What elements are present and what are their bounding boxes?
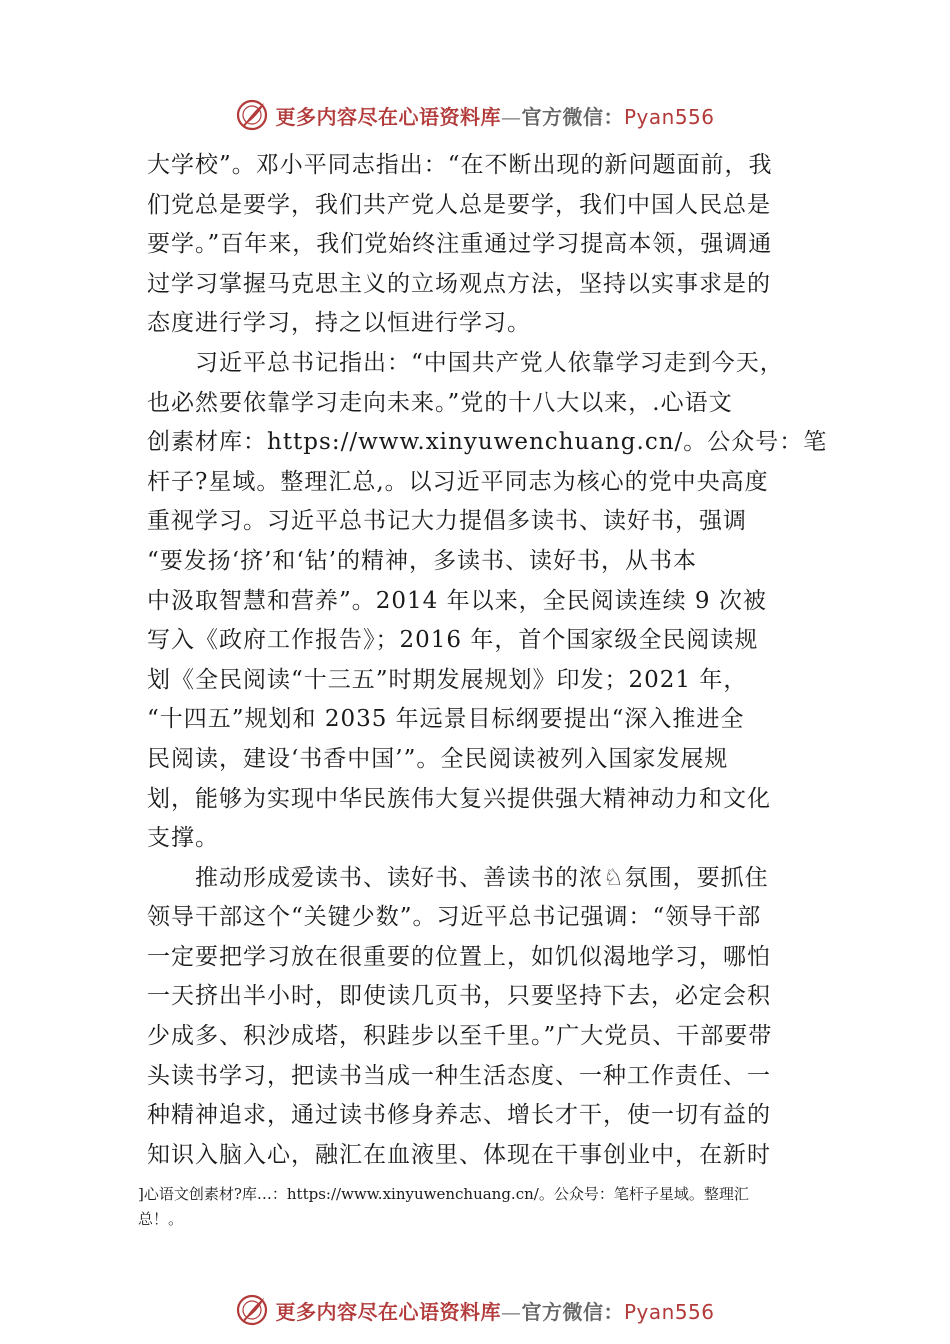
footnote-line: ]心语文创素材?库…：https://www.xinyuwenchuang.cn/。公众号：笔杆子星域。整理汇 bbox=[138, 1185, 749, 1203]
body-line: 大学校”。邓小平同志指出：“在不断出现的新问题面前，我 bbox=[147, 152, 773, 178]
body-line: 划，能够为实现中华民族伟大复兴提供强大精神动力和文化 bbox=[147, 785, 771, 812]
quill-circle-logo-icon bbox=[235, 1293, 269, 1327]
header-banner-separator: — bbox=[500, 104, 522, 129]
body-line: 少成多、积沙成塔，积跬步以至千里。”广大党员、干部要带 bbox=[147, 1023, 773, 1050]
body-line: 一天挤出半小时，即使读几页书，只要坚持下去，必定会积 bbox=[147, 983, 771, 1010]
body-line: 民阅读，建设‘书香中国’”。全民阅读被列入国家发展规 bbox=[147, 745, 729, 772]
body-line: 杆子?星域。整理汇总,。以习近平同志为核心的党中央高度 bbox=[147, 468, 769, 495]
footer-banner-separator: — bbox=[500, 1299, 522, 1324]
body-line: 重视学习。习近平总书记大力提倡多读书、读好书，强调 bbox=[147, 508, 747, 535]
body-line: 一定要把学习放在很重要的位置上，如饥似渴地学习，哪怕 bbox=[147, 943, 771, 970]
body-line: 态度进行学习，持之以恒进行学习。 bbox=[147, 310, 531, 337]
body-line: 中汲取智慧和营养”。2014 年以来，全民阅读连续 9 次被 bbox=[147, 587, 767, 614]
footer-wechat-label: 官方微信： bbox=[521, 1299, 624, 1324]
footer-banner-title: 更多内容尽在心语资料库 bbox=[275, 1299, 501, 1324]
body-line: “十四五”规划和 2035 年远景目标纲要提出“深入推进全 bbox=[147, 706, 745, 733]
body-line: 也必然要依靠学习走向未来。”党的十八大以来，.心语文 bbox=[147, 389, 733, 416]
quill-circle-logo-icon bbox=[235, 98, 269, 132]
body-line: 写入《政府工作报告》；2016 年，首个国家级全民阅读规 bbox=[147, 627, 759, 654]
body-line: 过学习掌握马克思主义的立场观点方法，坚持以实事求是的 bbox=[147, 270, 771, 297]
footer-banner bbox=[0, 1290, 950, 1330]
body-line: 要学。”百年来，我们党始终注重通过学习提高本领，强调通 bbox=[147, 231, 773, 258]
body-line: 头读书学习，把读书当成一种生活态度、一种工作责任、一 bbox=[147, 1062, 771, 1089]
footer-wechat-id: Pyan556 bbox=[623, 1299, 715, 1324]
header-banner-text bbox=[275, 101, 714, 130]
footnote bbox=[138, 1182, 838, 1232]
header-wechat-id: Pyan556 bbox=[623, 104, 715, 129]
body-line: 种精神追求，通过读书修身养志、增长才干，使一切有益的 bbox=[147, 1102, 771, 1129]
body-line: “要发扬‘挤’和‘钻’的精神，多读书、读好书，从书本 bbox=[147, 547, 698, 574]
body-line: 推动形成爱读书、读好书、善读书的浓♘氛围，要抓住 bbox=[147, 864, 769, 891]
body-line: 领导干部这个“关键少数”。习近平总书记强调：“领导干部 bbox=[147, 904, 762, 931]
header-wechat-label: 官方微信： bbox=[521, 104, 624, 129]
body-line: 划《全民阅读“十三五”时期发展规划》印发；2021 年， bbox=[147, 666, 748, 693]
body-line: 们党总是要学，我们共产党人总是要学，我们中国人民总是 bbox=[147, 191, 771, 218]
footer-banner-text bbox=[275, 1296, 714, 1325]
footnote-line: 总！。 bbox=[138, 1210, 184, 1228]
body-line: 知识入脑入心，融汇在血液里、体现在干事创业中，在新时 bbox=[147, 1141, 771, 1168]
body-line: 创素材库：https://www.xinyuwenchuang.cn/。公众号：笔 bbox=[147, 429, 828, 456]
document-body bbox=[147, 146, 828, 1175]
body-line: 支撑。 bbox=[147, 825, 219, 852]
body-line: 习近平总书记指出：“中国共产党人依靠学习走到今天， bbox=[147, 349, 784, 376]
header-banner bbox=[0, 95, 950, 135]
header-banner-title: 更多内容尽在心语资料库 bbox=[275, 104, 501, 129]
